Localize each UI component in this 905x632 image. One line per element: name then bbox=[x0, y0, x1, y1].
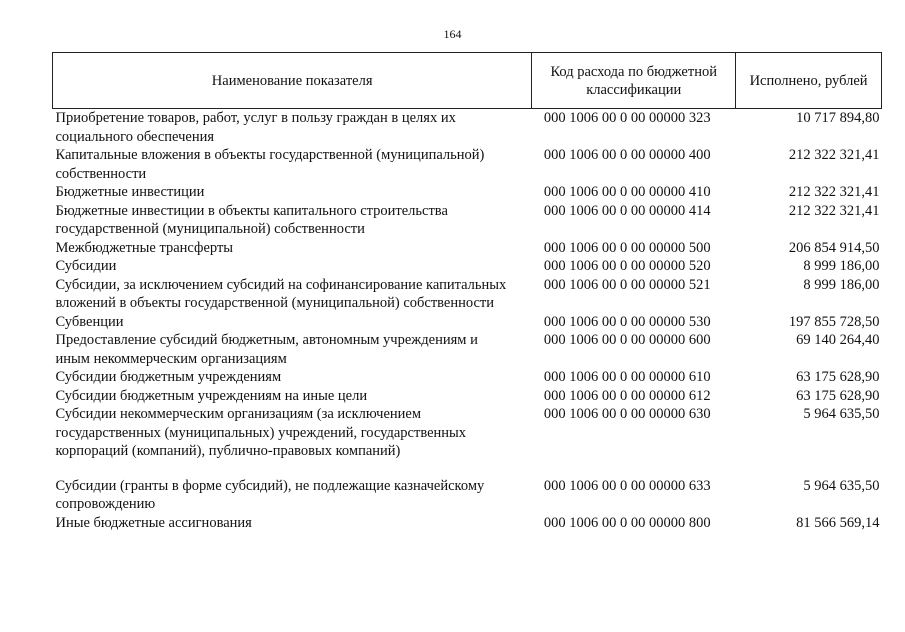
budget-table bbox=[52, 52, 882, 532]
row-code: 000 1006 00 0 00 00000 410 bbox=[543, 184, 711, 200]
row-code: 000 1006 00 0 00 00000 612 bbox=[543, 387, 711, 404]
row-code: 000 1006 00 0 00 00000 610 bbox=[543, 369, 711, 385]
table-row bbox=[53, 331, 882, 368]
row-code: 000 1006 00 0 00 00000 500 bbox=[543, 239, 711, 256]
row-name: Межбюджетные трансферты bbox=[55, 239, 234, 256]
table-row bbox=[53, 239, 882, 258]
row-amount: 81 566 569,14 bbox=[796, 514, 880, 531]
header-code: Код расхода по бюджетной классификации bbox=[532, 53, 736, 109]
table-row bbox=[53, 514, 882, 533]
table-row bbox=[53, 368, 882, 387]
row-name: Иные бюджетные ассигнования bbox=[55, 514, 252, 531]
table-row bbox=[53, 146, 882, 183]
table-row bbox=[53, 183, 882, 202]
row-name: Приобретение товаров, работ, услуг в пользу граждан в целях их социального обеспечения bbox=[55, 110, 456, 145]
row-name: Субсидии (гранты в форме субсидий), не подлежащие казначейскому сопровождению bbox=[55, 477, 485, 512]
row-amount: 5 964 635,50 bbox=[803, 477, 880, 494]
table-row bbox=[53, 405, 882, 461]
table-row bbox=[53, 109, 882, 147]
row-code: 000 1006 00 0 00 00000 400 bbox=[543, 147, 711, 163]
row-code: 000 1006 00 0 00 00000 530 bbox=[543, 313, 711, 330]
row-amount: 5 964 635,50 bbox=[803, 406, 880, 422]
table-row bbox=[53, 276, 882, 313]
row-code: 000 1006 00 0 00 00000 521 bbox=[543, 276, 711, 293]
row-amount: 63 175 628,90 bbox=[796, 369, 880, 385]
row-amount: 197 855 728,50 bbox=[788, 313, 880, 330]
row-amount: 212 322 321,41 bbox=[788, 184, 880, 200]
row-amount: 8 999 186,00 bbox=[803, 276, 880, 293]
table-row bbox=[53, 313, 882, 332]
row-amount: 206 854 914,50 bbox=[788, 239, 880, 256]
page-number: 164 bbox=[443, 27, 462, 41]
table-row bbox=[53, 202, 882, 239]
row-code: 000 1006 00 0 00 00000 800 bbox=[543, 514, 711, 531]
row-amount: 212 322 321,41 bbox=[788, 202, 880, 219]
table-row bbox=[53, 257, 882, 276]
row-code: 000 1006 00 0 00 00000 633 bbox=[543, 477, 711, 494]
header-name: Наименование показателя bbox=[53, 53, 532, 109]
table-row bbox=[53, 387, 882, 406]
row-name: Бюджетные инвестиции в объекты капитального строительства государственной (муниципальной) собственности bbox=[55, 202, 448, 237]
table-header-row bbox=[53, 53, 882, 109]
row-code: 000 1006 00 0 00 00000 630 bbox=[543, 406, 711, 422]
row-name: Предоставление субсидий бюджетным, автономным учреждениям и иным некоммерческим организациям bbox=[55, 332, 478, 367]
row-amount: 212 322 321,41 bbox=[788, 147, 880, 163]
row-code: 000 1006 00 0 00 00000 414 bbox=[543, 202, 711, 219]
row-amount: 10 717 894,80 bbox=[796, 110, 880, 126]
row-name: Субсидии, за исключением субсидий на софинансирование капитальных вложений в объекты государственной (муниципальной) собственности bbox=[55, 276, 507, 311]
row-amount: 8 999 186,00 bbox=[803, 258, 880, 274]
row-amount: 63 175 628,90 bbox=[796, 387, 880, 404]
row-name: Капитальные вложения в объекты государственной (муниципальной) собственности bbox=[55, 147, 485, 182]
row-name: Субсидии некоммерческим организациям (за исключением государственных (муниципальных) учреждений, государственных корпораций (компаний), публично-правовых компаний) bbox=[55, 406, 467, 459]
header-amount: Исполнено, рублей bbox=[736, 53, 882, 109]
row-code: 000 1006 00 0 00 00000 520 bbox=[543, 258, 711, 274]
row-code: 000 1006 00 0 00 00000 323 bbox=[543, 110, 711, 126]
row-name: Субсидии бюджетным учреждениям bbox=[55, 369, 282, 385]
row-code: 000 1006 00 0 00 00000 600 bbox=[543, 332, 711, 348]
row-name: Бюджетные инвестиции bbox=[55, 184, 205, 200]
row-name: Субвенции bbox=[55, 313, 124, 330]
row-name: Субсидии bbox=[55, 258, 117, 274]
row-name: Субсидии бюджетным учреждениям на иные цели bbox=[55, 387, 368, 404]
row-amount: 69 140 264,40 bbox=[796, 332, 880, 348]
table-row bbox=[53, 461, 882, 514]
